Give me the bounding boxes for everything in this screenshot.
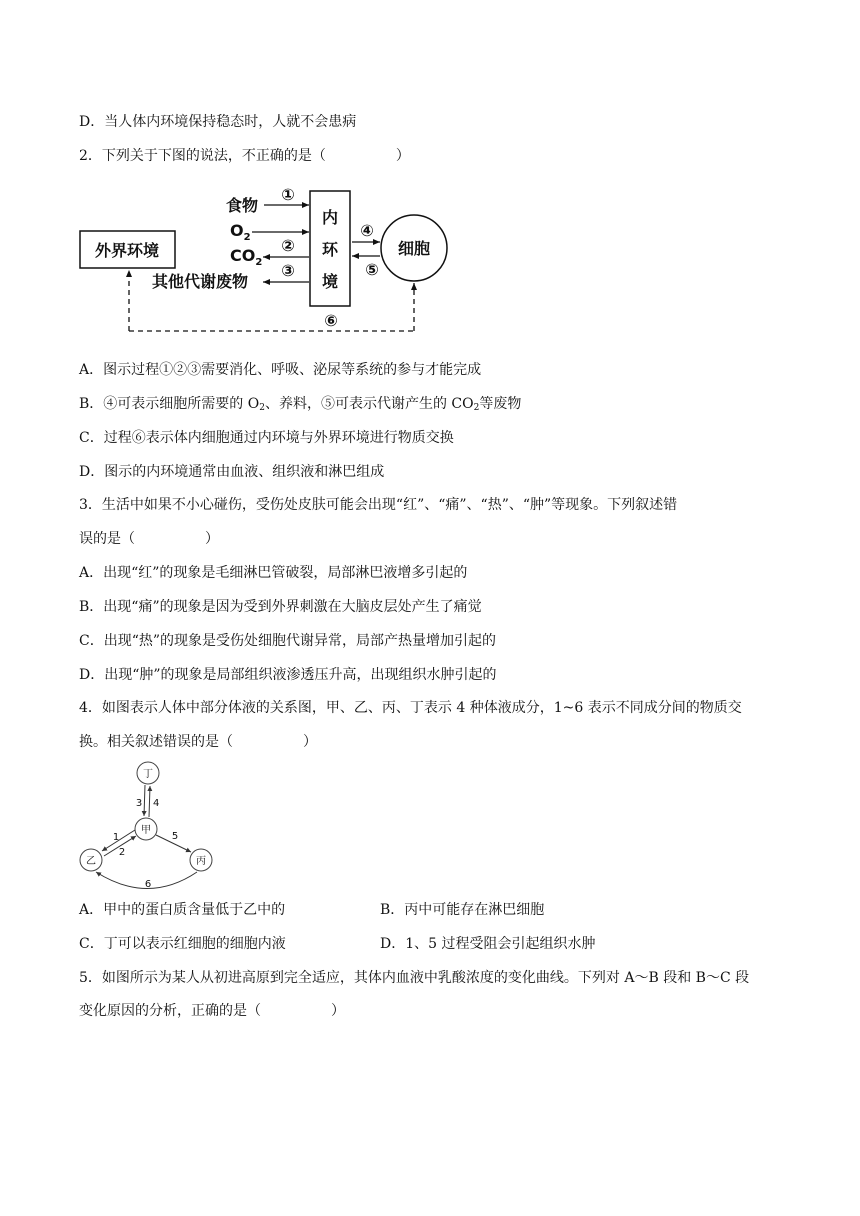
node-yi-label: 乙 [86, 856, 96, 867]
co2-label: $CO_2$ [230, 246, 263, 268]
q5-stem-line-1: 5．如图所示为某人从初进高原到完全适应，其体内血液中乳酸浓度的变化曲线。下列对 A～B 段和 B～C 段 [79, 970, 750, 986]
arrow-3 [144, 785, 145, 816]
label-2: 2 [118, 847, 126, 858]
q3-stem-line-1: 3．生活中如果不小心碰伤，受伤处皮肤可能会出现“红”、“痛”、“热”、“肿”等现象。下列叙述错 [79, 497, 678, 513]
q3-option-b: B．出现“痛”的现象是因为受到外界刺激在大脑皮层处产生了痛觉 [79, 599, 482, 615]
q2-option-b: B．④可表示细胞所需要的 $O_2$、养料，⑤可表示代谢产生的 $CO_2$等废物 [79, 396, 522, 413]
q4-stem-line-1: 4．如图表示人体中部分体液的关系图，甲、乙、丙、丁表示 4 种体液成分，1~6 表示不同成分间的物质交 [79, 700, 742, 716]
q2-diagram [70, 180, 450, 340]
label-1: 1 [112, 832, 120, 843]
step-2-label: ② [281, 236, 295, 255]
q4-option-c: C．丁可以表示红细胞的细胞内液 [79, 936, 286, 952]
q4-stem-line-2: 换。相关叙述错误的是（ ） [79, 734, 317, 750]
q5-stem-line-2: 变化原因的分析，正确的是（ ） [79, 1003, 345, 1019]
node-ding-label: 丁 [143, 769, 153, 780]
step-1-label: ① [281, 185, 295, 204]
q3-option-d: D．出现“肿”的现象是局部组织液渗透压升高，出现组织水肿引起的 [79, 667, 497, 683]
step-6-label: ⑥ [324, 311, 338, 330]
internal-env-char-3: 境 [321, 272, 339, 291]
node-bing-label: 丙 [196, 856, 206, 867]
q3-option-c: C．出现“热”的现象是受伤处细胞代谢异常，局部产热量增加引起的 [79, 633, 497, 649]
waste-label: 其他代谢废物 [152, 272, 249, 291]
o2-label: $O_2$ [230, 221, 251, 243]
outer-environment-label: 外界环境 [94, 241, 160, 260]
q2-option-c: C．过程⑥表示体内细胞通过内环境与外界环境进行物质交换 [79, 430, 454, 446]
step-4-label: ④ [360, 221, 374, 240]
step-5-label: ⑤ [365, 260, 379, 279]
q3-option-a: A．出现“红”的现象是毛细淋巴管破裂，局部淋巴液增多引起的 [79, 565, 468, 581]
q4-option-b: B．丙中可能存在淋巴细胞 [380, 902, 545, 918]
arrow-4 [149, 786, 150, 817]
q1-option-d: D．当人体内环境保持稳态时，人就不会患病 [79, 114, 357, 130]
q4-option-a: A．甲中的蛋白质含量低于乙中的 [79, 902, 286, 918]
step-3-label: ③ [281, 261, 295, 280]
label-5: 5 [171, 831, 179, 842]
q4-diagram [76, 758, 226, 890]
label-4: 4 [153, 798, 160, 809]
food-label: 食物 [226, 196, 259, 215]
internal-env-char-1: 内 [321, 208, 339, 227]
q2-stem: 2．下列关于下图的说法，不正确的是（ ） [79, 148, 410, 164]
q4-option-d: D．1、5 过程受阻会引起组织水肿 [380, 936, 596, 952]
internal-env-char-2: 环 [321, 240, 339, 259]
node-jia-label: 甲 [141, 825, 151, 836]
q2-option-a: A．图示过程①②③需要消化、呼吸、泌尿等系统的参与才能完成 [79, 362, 482, 378]
q2-option-d: D．图示的内环境通常由血液、组织液和淋巴组成 [79, 464, 385, 480]
label-3: 3 [135, 798, 143, 809]
cell-label: 细胞 [397, 239, 431, 258]
label-6: 6 [144, 879, 152, 890]
q3-stem-line-2: 误的是（ ） [79, 531, 219, 547]
